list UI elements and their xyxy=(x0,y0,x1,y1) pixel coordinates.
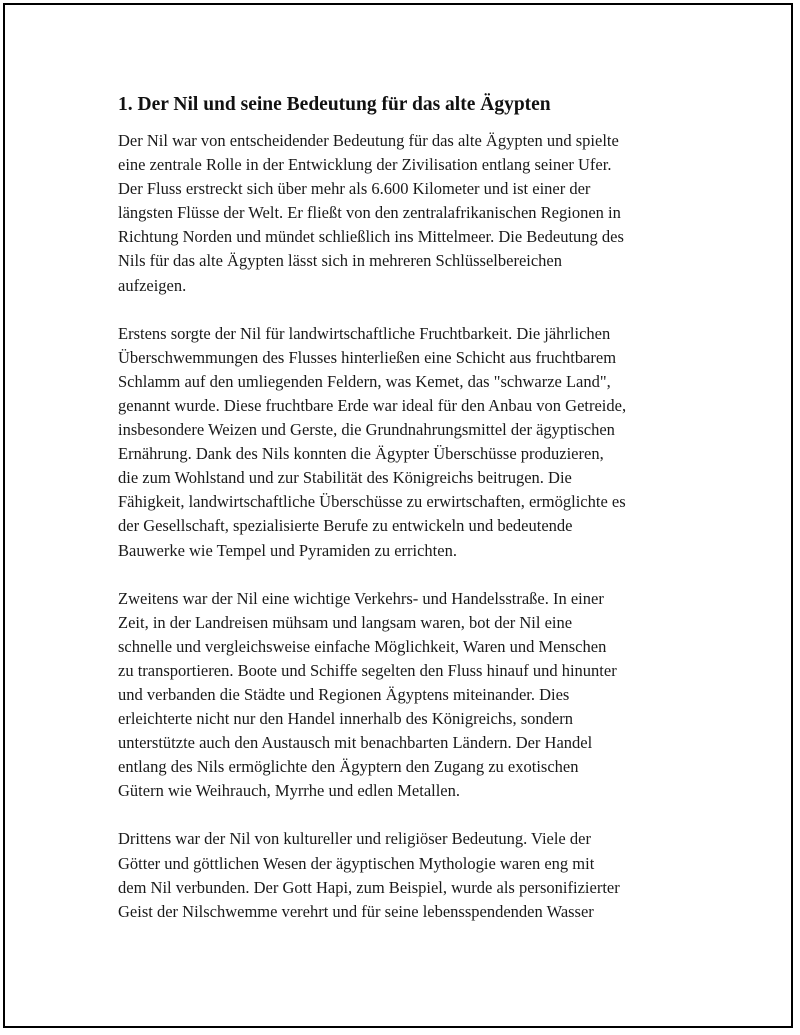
paragraph-3 xyxy=(118,587,693,804)
text-line: der Gesellschaft, spezialisierte Berufe zu entwickeln und bedeutende xyxy=(118,516,573,536)
text-line: Geist der Nilschwemme verehrt und für seine lebensspendenden Wasser xyxy=(118,901,594,921)
text-line: dem Nil verbunden. Der Gott Hapi, zum Beispiel, wurde als personifizierter xyxy=(118,877,620,897)
text-line: Erstens sorgte der Nil für landwirtschaftliche Fruchtbarkeit. Die jährlichen xyxy=(118,323,611,343)
text-line: eine zentrale Rolle in der Entwicklung der Zivilisation entlang seiner Ufer. xyxy=(118,155,612,175)
text-line: und verbanden die Städte und Regionen Ägyptens miteinander. Dies xyxy=(118,684,570,704)
text-line: Gütern wie Weihrauch, Myrrhe und edlen Metallen. xyxy=(118,781,461,801)
text-line: Götter und göttlichen Wesen der ägyptischen Mythologie waren eng mit xyxy=(118,853,595,873)
text-line: Richtung Norden und mündet schließlich ins Mittelmeer. Die Bedeutung des xyxy=(118,227,624,247)
text-line: die zum Wohlstand und zur Stabilität des Königreichs beitrugen. Die xyxy=(118,468,572,488)
text-line: Zweitens war der Nil eine wichtige Verkehrs- und Handelsstraße. In einer xyxy=(118,588,604,608)
text-line: Nils für das alte Ägypten lässt sich in mehreren Schlüsselbereichen xyxy=(118,251,563,271)
paragraph-2 xyxy=(118,322,693,563)
paragraph-4 xyxy=(118,827,693,923)
text-line: Der Nil war von entscheidender Bedeutung für das alte Ägypten und spielte xyxy=(118,131,619,150)
text-line: Bauwerke wie Tempel und Pyramiden zu errichten. xyxy=(118,540,457,560)
text-line: unterstützte auch den Austausch mit benachbarten Ländern. Der Handel xyxy=(118,733,593,753)
document-body xyxy=(118,93,693,924)
text-line: zu transportieren. Boote und Schiffe segelten den Fluss hinauf und hinunter xyxy=(118,660,617,680)
text-line: aufzeigen. xyxy=(118,275,187,295)
text-line: Schlamm auf den umliegenden Feldern, was Kemet, das "schwarze Land", xyxy=(118,371,611,391)
text-line: Zeit, in der Landreisen mühsam und langsam waren, bot der Nil eine xyxy=(118,612,573,632)
text-line: entlang des Nils ermöglichte den Ägyptern den Zugang zu exotischen xyxy=(118,757,579,777)
text-line: Der Fluss erstreckt sich über mehr als 6.600 Kilometer und ist einer der xyxy=(118,179,591,199)
text-line: Ernährung. Dank des Nils konnten die Ägypter Überschüsse produzieren, xyxy=(118,444,604,464)
section-heading: 1. Der Nil und seine Bedeutung für das alte Ägypten xyxy=(118,94,551,115)
text-line: Überschwemmungen des Flusses hinterließen eine Schicht aus fruchtbarem xyxy=(118,347,617,367)
text-line: Drittens war der Nil von kultureller und religiöser Bedeutung. Viele der xyxy=(118,829,591,849)
text-line: längsten Flüsse der Welt. Er fließt von den zentralafrikanischen Regionen in xyxy=(118,203,621,223)
text-line: insbesondere Weizen und Gerste, die Grundnahrungsmittel der ägyptischen xyxy=(118,420,615,440)
text-line: schnelle und vergleichsweise einfache Möglichkeit, Waren und Menschen xyxy=(118,636,607,656)
text-line: Fähigkeit, landwirtschaftliche Überschüsse zu erwirtschaften, ermöglichte es xyxy=(118,492,626,512)
paragraph-1 xyxy=(118,129,693,298)
paragraph-container xyxy=(118,129,693,924)
text-line: erleichterte nicht nur den Handel innerhalb des Königreichs, sondern xyxy=(118,709,573,729)
text-line: genannt wurde. Diese fruchtbare Erde war ideal für den Anbau von Getreide, xyxy=(118,395,627,415)
